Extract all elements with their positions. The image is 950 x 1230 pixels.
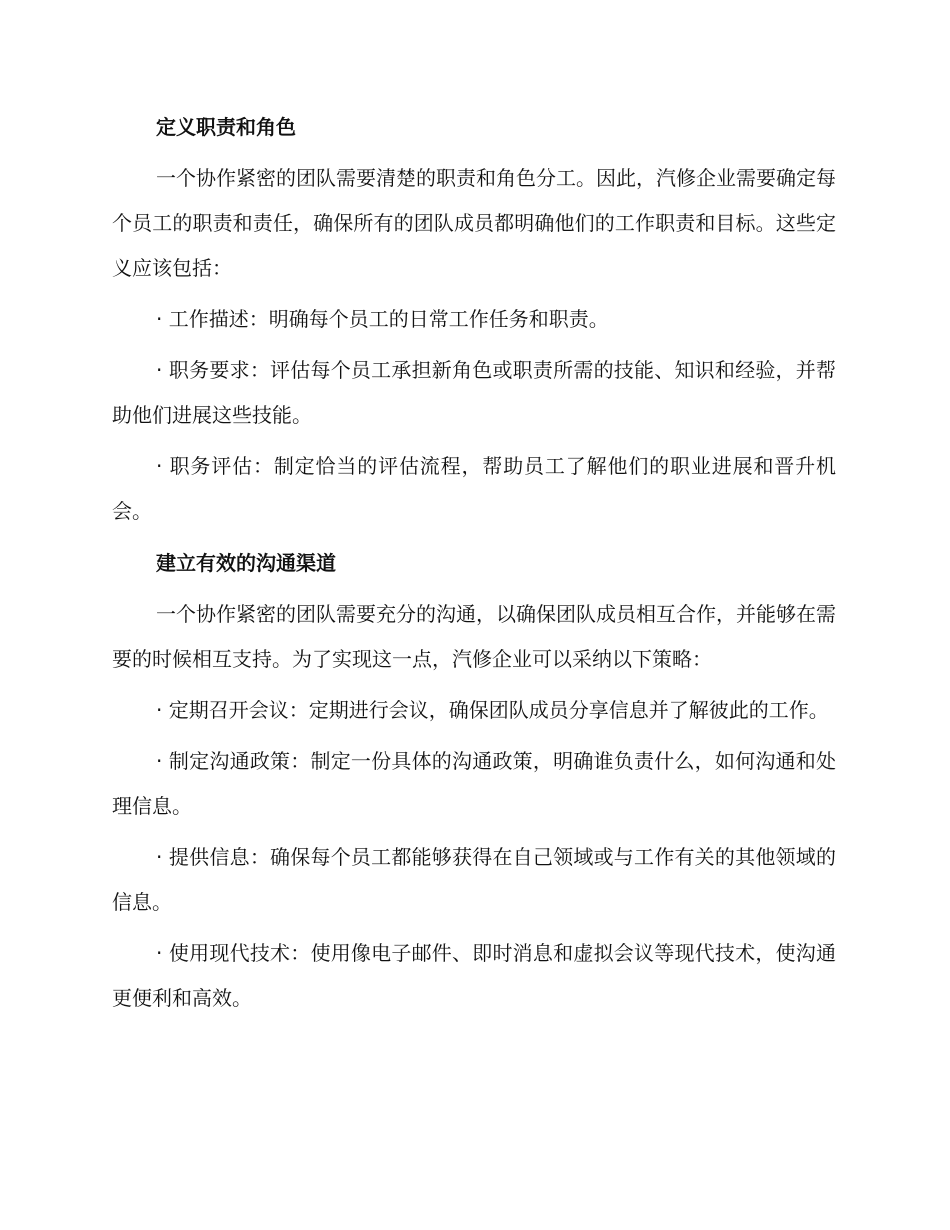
section-intro-communication: 一个协作紧密的团队需要充分的沟通，以确保团队成员相互合作，并能够在需要的时候相互支持。为了实现这一点，汽修企业可以采纳以下策略： bbox=[112, 602, 836, 671]
document-page bbox=[112, 104, 836, 1027]
bullet-modern-technology: · 使用现代技术：使用像电子邮件、即时消息和虚拟会议等现代技术，使沟通更便利和高效。 bbox=[112, 941, 836, 1010]
bullet-job-description: · 工作描述：明确每个员工的日常工作任务和职责。 bbox=[156, 307, 609, 331]
bullet-job-requirements: · 职务要求：评估每个员工承担新角色或职责所需的技能、知识和经验，并帮助他们进展这些技能。 bbox=[112, 358, 836, 427]
bullet-communication-policy: · 制定沟通政策：制定一份具体的沟通政策，明确谁负责什么，如何沟通和处理信息。 bbox=[112, 749, 836, 818]
section-intro-roles: 一个协作紧密的团队需要清楚的职责和角色分工。因此，汽修企业需要确定每个员工的职责和责任，确保所有的团队成员都明确他们的工作职责和目标。这些定义应该包括： bbox=[112, 166, 836, 280]
bullet-regular-meetings: · 定期召开会议：定期进行会议，确保团队成员分享信息并了解彼此的工作。 bbox=[156, 698, 829, 722]
section-heading-roles: 定义职责和角色 bbox=[156, 115, 296, 139]
bullet-provide-information: · 提供信息：确保每个员工都能够获得在自己领域或与工作有关的其他领域的信息。 bbox=[112, 845, 836, 914]
section-heading-communication: 建立有效的沟通渠道 bbox=[156, 551, 336, 575]
bullet-job-evaluation: · 职务评估：制定恰当的评估流程，帮助员工了解他们的职业进展和晋升机会。 bbox=[112, 454, 836, 523]
